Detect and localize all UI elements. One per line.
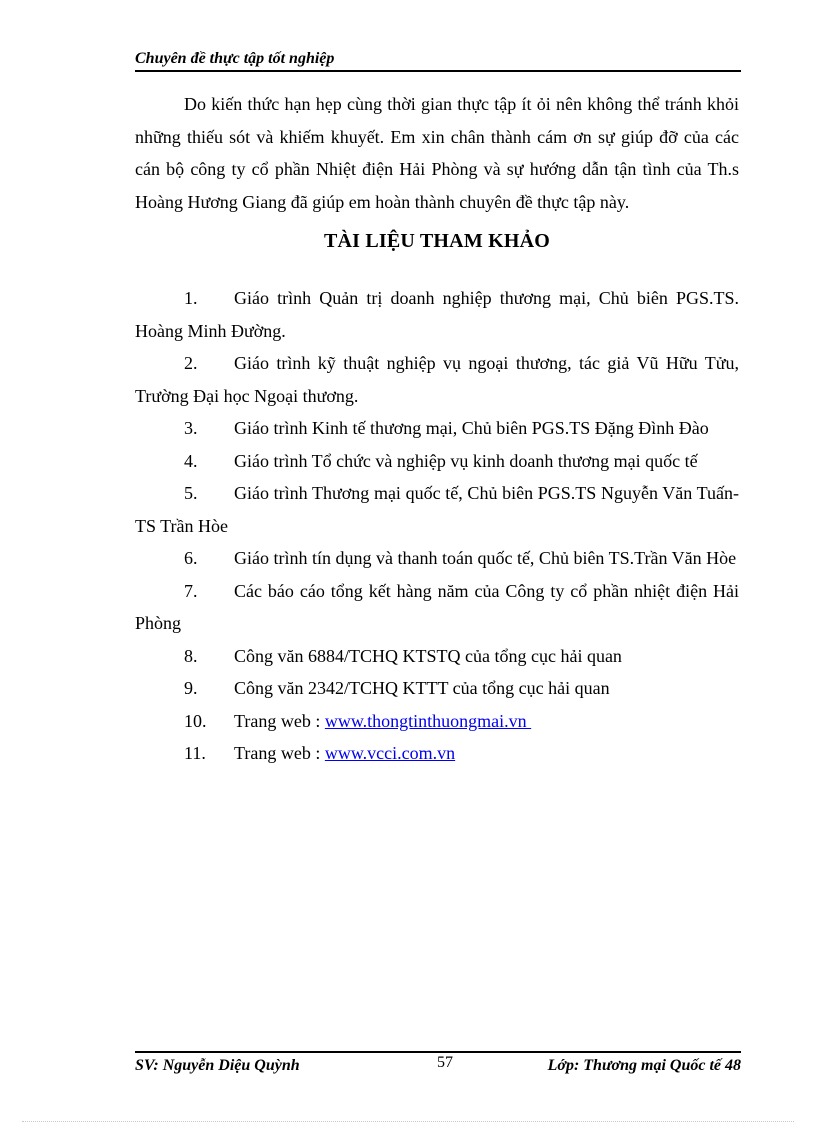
closing-paragraph: Do kiến thức hạn hẹp cùng thời gian thực tập ít ỏi nên không thể tránh khỏi những thiếu sót và khiếm khuyết. Em xin chân thành cám ơn sự giúp đỡ của các cán bộ công ty cổ phần Nhiệt điện Hải Phòng và sự hướng dẫn tận tình của Th.s Hoàng Hương Giang đã giúp em hoàn thành chuyên đề thực tập này. (135, 94, 739, 212)
reference-number: 10. (184, 710, 207, 731)
footer-class-name: Lớp: Thương mại Quốc tế 48 (547, 1057, 741, 1074)
reference-number: 3. (184, 418, 198, 438)
reference-web-label: Trang web : (234, 743, 325, 763)
reference-item (135, 282, 739, 347)
footer-page-number: 57 (437, 1054, 453, 1071)
reference-text: Giáo trình Quản trị doanh nghiệp thương mại, Chủ biên PGS.TS. Hoàng Minh Đường. (135, 288, 739, 341)
references-heading: TÀI LIỆU THAM KHẢO (323, 230, 551, 252)
reference-item (135, 575, 739, 640)
reference-item (135, 542, 739, 575)
reference-web-label: Trang web : (234, 710, 325, 731)
page-content (135, 88, 739, 770)
reference-number: 5. (184, 483, 198, 503)
reference-item (135, 412, 739, 445)
reference-item (135, 477, 739, 542)
reference-number: 7. (184, 580, 198, 601)
reference-number: 2. (184, 353, 198, 373)
reference-number: 11. (184, 743, 206, 763)
reference-text: Giáo trình Tổ chức và nghiệp vụ kinh doanh thương mại quốc tế (234, 450, 698, 471)
reference-text: Giáo trình tín dụng và thanh toán quốc tế, Chủ biên TS.Trần Văn Hòe (234, 548, 737, 568)
reference-text: Các báo cáo tổng kết hàng năm của Công ty cổ phần nhiệt điện Hải Phòng (135, 580, 739, 633)
reference-list (135, 282, 739, 770)
footer-student-name: SV: Nguyễn Diệu Quỳnh (135, 1057, 300, 1074)
reference-item-web (135, 705, 739, 738)
page-bottom-edge (22, 1121, 794, 1122)
reference-text: Công văn 2342/TCHQ KTTT của tổng cục hải quan (234, 678, 610, 698)
reference-number: 9. (184, 678, 198, 698)
page-header-title: Chuyên đề thực tập tốt nghiệp (135, 50, 335, 67)
vcci-link[interactable]: www.vcci.com.vn (324, 743, 456, 763)
reference-number: 8. (184, 645, 198, 666)
reference-item (135, 672, 739, 705)
reference-item (135, 445, 739, 478)
header-rule (135, 70, 741, 72)
reference-item (135, 640, 739, 673)
reference-number: 4. (184, 450, 198, 471)
reference-text: Giáo trình kỹ thuật nghiệp vụ ngoại thương, tác giả Vũ Hữu Tửu, Trường Đại học Ngoại thương. (135, 353, 739, 406)
reference-number: 6. (184, 548, 198, 568)
footer-rule (135, 1051, 741, 1053)
reference-text: Công văn 6884/TCHQ KTSTQ của tổng cục hải quan (234, 645, 622, 666)
thongtinthuongmai-link[interactable]: www.thongtinthuongmai.vn (324, 710, 532, 731)
reference-item-web (135, 737, 739, 770)
reference-item (135, 347, 739, 412)
reference-number: 1. (184, 288, 198, 308)
reference-text: Giáo trình Kinh tế thương mại, Chủ biên PGS.TS Đặng Đình Đào (234, 418, 709, 438)
reference-text: Giáo trình Thương mại quốc tế, Chủ biên PGS.TS Nguyễn Văn Tuấn- TS Trần Hòe (135, 483, 739, 536)
